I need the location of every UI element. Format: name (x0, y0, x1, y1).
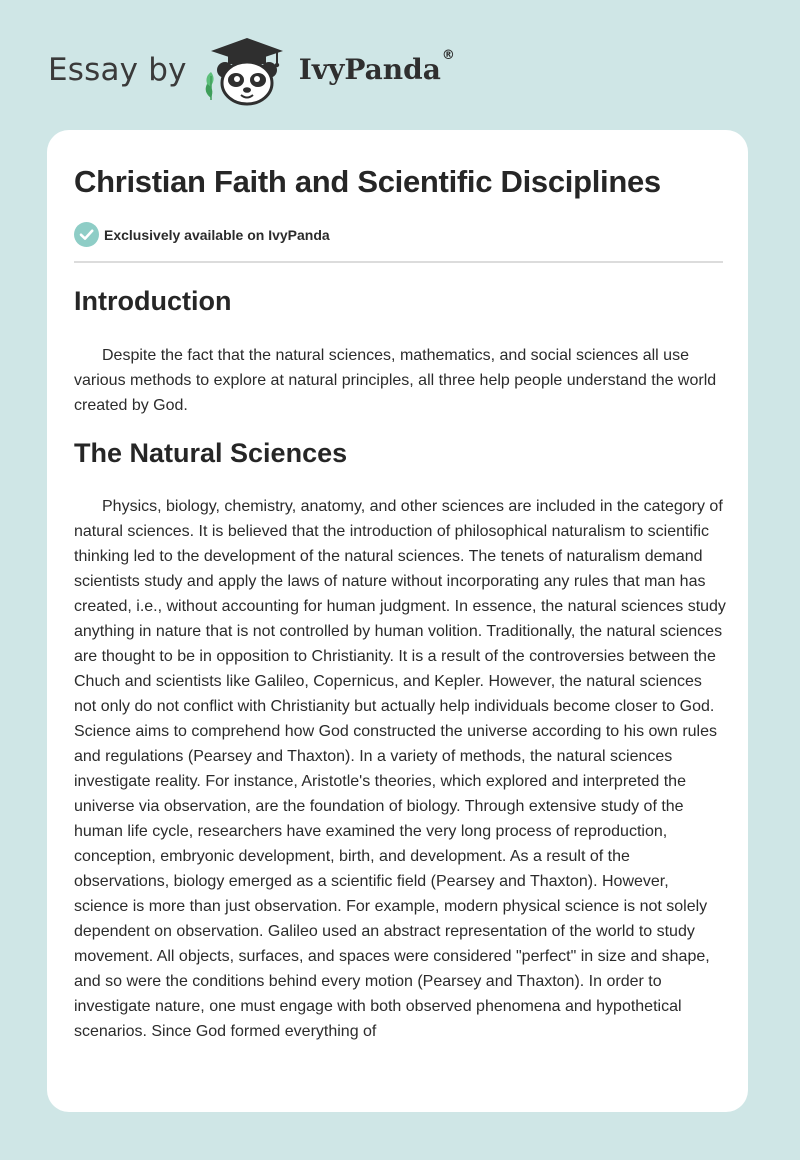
brand-name (298, 47, 455, 86)
section-heading-introduction: Introduction (74, 286, 232, 316)
registered-mark: ® (441, 47, 455, 63)
brand-header[interactable] (48, 34, 455, 106)
introduction-paragraph: Despite the fact that the natural sciences, mathematics, and social sciences all use various methods to explore at natural principles, all three help people understand the world created by God. (74, 347, 717, 414)
brand-prefix: Essay by (48, 51, 187, 88)
exclusive-label: Exclusively available on IvyPanda (104, 226, 330, 243)
exclusive-badge (74, 222, 330, 247)
panda-graduate-logo-icon (201, 34, 293, 106)
brand-name-text: IvyPanda (298, 53, 441, 86)
section-heading-natural-sciences: The Natural Sciences (74, 438, 348, 468)
title-divider (74, 261, 723, 263)
natural-sciences-paragraph: Physics, biology, chemistry, anatomy, and other sciences are included in the category of natural sciences. It is believed that the introduction of philosophical naturalism to scientific thinking led to the development of the natural sciences. The tenets of naturalism demand scientists study and apply the laws of nature without incorporating any rules that man has created, i.e., without accounting for human judgment. In essence, the natural sciences study anything in nature that is not controlled by human volition. Traditionally, the natural sciences are thought to be in opposition to Christianity. It is a result of the controversies between the Chuch and scientists like Galileo, Copernicus, and Kepler. However, the natural sciences not only do not conflict with Christianity but actually help individuals become closer to God. Science aims to comprehend how God constructed the universe according to his own rules and regulations (Pearsey and Thaxton). In a variety of methods, the natural sciences investigate reality. For instance, Aristotle's theories, which explored and interpreted the universe via observation, are the foundation of biology. Through extensive study of the human life cycle, researchers have examined the very long process of reproduction, conception, embryonic development, birth, and development. As a result of the observations, biology emerged as a scientific field (Pearsey and Thaxton). However, science is more than just observation. For example, modern physical science is not solely dependent on observation. Galileo used an abstract representation of the world to study movement. All objects, surfaces, and spaces were considered "perfect" in size and shape, and so were the conditions behind every motion (Pearsey and Thaxton). In order to investigate nature, one must engage with both observed phenomena and hypothetical scenarios. Since God formed everything of (74, 498, 726, 1040)
check-badge-icon (74, 222, 99, 247)
essay-card (47, 130, 748, 1112)
page-title: Christian Faith and Scientific Disciplines (74, 164, 661, 199)
